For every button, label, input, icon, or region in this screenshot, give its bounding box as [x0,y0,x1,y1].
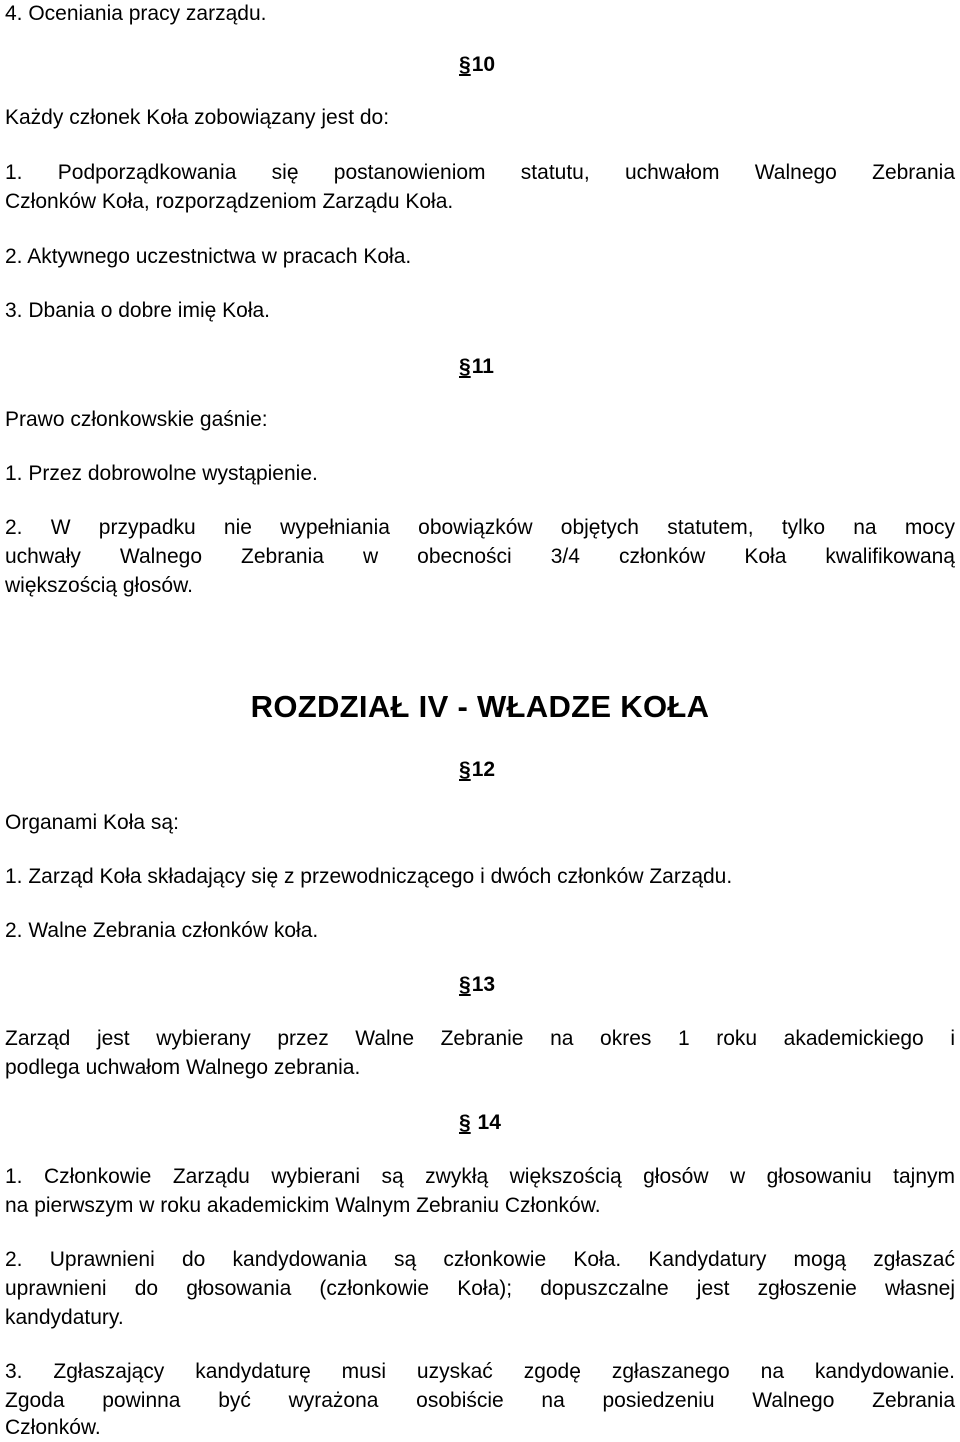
list-item: 2. Walne Zebrania członków koła. [5,919,319,942]
list-item-line: uchwały Walnego Zebrania w obecności 3/4 członków Koła kwalifikowaną [5,545,955,568]
list-item-line: na pierwszym w roku akademickim Walnym Zebraniu Członków. [5,1194,601,1217]
section-mark: § [459,758,471,781]
section-heading-12 [459,755,495,784]
section-number: 12 [471,758,496,781]
paragraph-text: Każdy członek Koła zobowiązany jest do: [5,106,390,129]
section-mark: § [459,1111,471,1134]
section-number: 14 [477,1111,501,1134]
list-item-line: 1. Podporządkowania się postanowieniom statutu, uchwałom Walnego Zebrania [5,161,955,184]
section-number: 13 [471,973,496,996]
list-item-line: 2. Uprawnieni do kandydowania są członkowie Koła. Kandydatury mogą zgłaszać [5,1248,955,1271]
list-item: 1. Przez dobrowolne wystąpienie. [5,462,318,485]
list-item: 1. Zarząd Koła składający się z przewodniczącego i dwóch członków Zarządu. [5,865,733,888]
list-item-line: kandydatury. [5,1306,124,1329]
list-item: 4. Oceniania pracy zarządu. [5,2,267,25]
paragraph-text: Organami Koła są: [5,811,179,834]
list-item-line: Zgoda powinna być wyrażona osobiście na posiedzeniu Walnego Zebrania [5,1389,955,1412]
section-heading-10 [459,50,495,79]
section-mark: § [459,355,471,378]
list-item-line: 2. W przypadku nie wypełniania obowiązków objętych statutem, tylko na mocy [5,516,955,539]
section-heading-13 [459,970,495,999]
paragraph-text: Prawo członkowskie gaśnie: [5,408,268,431]
section-mark: § [459,53,471,76]
list-item-line: Członków Koła, rozporządzeniom Zarządu Koła. [5,190,454,213]
list-item-line: 1. Członkowie Zarządu wybierani są zwykłą większością głosów w głosowaniu tajnym [5,1165,955,1188]
list-item-line: 3. Zgłaszający kandydaturę musi uzyskać zgodę zgłaszanego na kandydowanie. [5,1360,955,1383]
list-item: 2. Aktywnego uczestnictwa w pracach Koła. [5,245,412,268]
chapter-title: ROZDZIAŁ IV - WŁADZE KOŁA [250,689,710,724]
section-mark: § [459,973,471,996]
section-heading-14 [459,1108,501,1137]
list-item-line: uprawnieni do głosowania (członkowie Koła); dopuszczalne jest zgłoszenie własnej [5,1277,955,1300]
section-heading-11 [459,352,494,381]
list-item-line: Członków. [5,1416,101,1439]
paragraph-line: podlega uchwałom Walnego zebrania. [5,1056,361,1079]
section-number: 11 [471,355,494,378]
section-number: 10 [471,53,496,76]
list-item-line: większością głosów. [5,574,193,597]
list-item: 3. Dbania o dobre imię Koła. [5,299,270,322]
paragraph-line: Zarząd jest wybierany przez Walne Zebranie na okres 1 roku akademickiego i [5,1027,955,1050]
